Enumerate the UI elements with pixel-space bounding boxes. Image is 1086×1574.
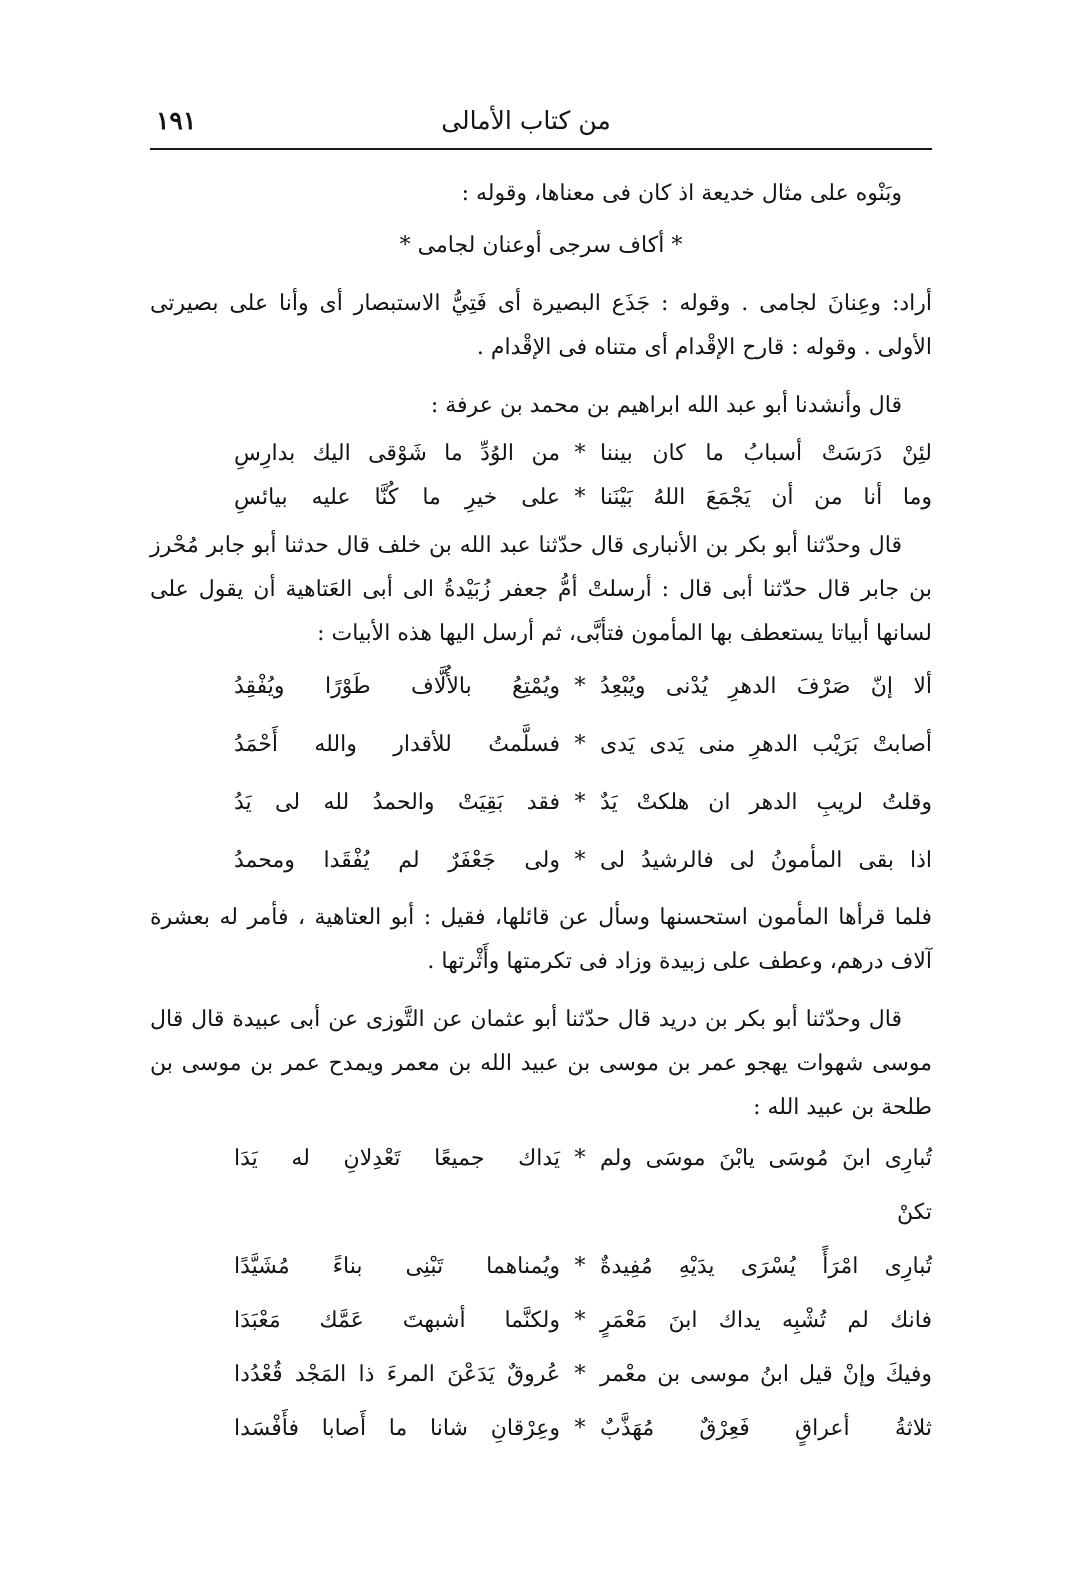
centered-verse: * أكاف سرجى أوعنان لجامى *	[399, 233, 683, 258]
verse-separator: *	[574, 441, 586, 466]
poem-musa-shahawat	[206, 1132, 932, 1456]
verse-separator: *	[574, 848, 586, 873]
verse-line	[222, 832, 932, 890]
verse-first-hemistich: وما أنا من أن يَجْمَعَ اللهُ بَيْنَنا	[600, 485, 932, 510]
page-header	[150, 100, 932, 150]
verse-second-hemistich: فقد بَقِيَتْ والحمدُ لله لى يَدُ	[234, 790, 560, 815]
verse-separator: *	[574, 790, 586, 815]
verse-second-hemistich: من الوُدِّ ما شَوْقى اليك بدارِسِ	[234, 441, 560, 466]
paragraph-3: قال وأنشدنا أبو عبد الله ابراهيم بن محمد بن عرفة :	[430, 393, 902, 418]
verse-separator: *	[574, 1308, 586, 1333]
verse-first-hemistich: وفيكَ وإنْ قيل ابنُ موسى بن معْمر	[600, 1362, 932, 1387]
running-title: من كتاب الأمالى	[441, 106, 611, 135]
poem-ibn-arafa	[212, 432, 932, 520]
verse-separator: *	[574, 1362, 586, 1387]
verse-line	[222, 774, 932, 832]
verse-first-hemistich: تُبارِى امْرَأً يُسْرَى يدَيْهِ مُفِيدةٌ	[600, 1254, 932, 1279]
verse-line	[206, 1132, 932, 1240]
verse-first-hemistich: أصابتْ بَرَيْب الدهرِ منى يَدى يَدى	[600, 732, 932, 757]
verse-separator: *	[574, 732, 586, 757]
paragraph-5: فلما قرأها المأمون استحسنها وسأل عن قائلها، فقيل : أبو العتاهية ، فأمر له بعشرة آلاف درهم، وعطف على زبيدة وزاد فى تكرمتها وأَثْرتها .	[150, 905, 932, 974]
verse-line	[206, 1402, 932, 1456]
verse-line	[222, 716, 932, 774]
verse-line	[206, 1348, 932, 1402]
paragraph-2: أراد: وعِنانَ لجامى . وقوله : جَذَع البصيرة أى فَتِيُّ الاستبصار أى وأنا على بصيرتى الأولى . وقوله : قارح الإقْدام أى متناه فى الإقْدام .	[150, 291, 932, 360]
verse-separator: *	[574, 485, 586, 510]
verse-second-hemistich: يَداك جميعًا تَعْدِلانِ له يَدَا	[234, 1146, 560, 1171]
verse-separator: *	[574, 1146, 586, 1171]
paragraph-4: قال وحدّثنا أبو بكر بن الأنبارى قال حدّثنا عبد الله بن خلف قال حدثنا أبو جابر مُحْرز بن جابر قال حدّثنا أبى قال : أرسلتْ أمُّ جعفر زُبَيْدةُ الى أبى العَتاهية أن يقول على لسانها أبياتا يستعطف بها المأمون فتأبَّى، ثم أرسل اليها هذه الأبيات :	[150, 533, 932, 646]
verse-second-hemistich: ولى جَعْفَرٌ لم يُفْقَدا ومحمدُ	[234, 848, 560, 873]
verse-line	[222, 658, 932, 716]
verse-first-hemistich: ألا إنّ صَرْفَ الدهرِ يُدْنى ويُبْعِدُ	[600, 674, 932, 699]
verse-line	[212, 476, 932, 520]
verse-first-hemistich: وقلتُ لريبِ الدهر ان هلكتْ يَدٌ	[600, 790, 932, 815]
page-number: ١٩١	[156, 106, 197, 135]
page-body	[150, 172, 932, 1456]
verse-first-hemistich: تُبارِى ابنَ مُوسَى يابْنَ موسَى ولم تكنْ	[600, 1146, 932, 1225]
verse-separator: *	[574, 1416, 586, 1441]
paragraph-6: قال وحدّثنا أبو بكر بن دريد قال حدّثنا أبو عثمان عن التَّوزى عن أبى عبيدة قال قال موسى شهوات يهجو عمر بن موسى بن عبيد الله بن معمر ويمدح عمر بن موسى بن طلحة بن عبيد الله :	[150, 1007, 932, 1120]
verse-second-hemistich: على خيرِ ما كُنَّا عليه بيائسِ	[234, 485, 560, 510]
verse-second-hemistich: فسلَّمتُ للأقدار والله أَحْمَدُ	[234, 732, 560, 757]
paragraph-1: وبَنْوه على مثال خديعة اذ كان فى معناها، وقوله :	[461, 181, 902, 206]
verse-second-hemistich: ويُمناهما تَبْنِى بناءً مُشَيَّدًا	[234, 1254, 560, 1279]
verse-line	[212, 432, 932, 476]
verse-first-hemistich: ثلاثةُ أعراقٍ فَعِرْقٌ مُهَذَّبٌ	[600, 1416, 932, 1441]
verse-line	[206, 1240, 932, 1294]
verse-second-hemistich: ولكنَّما أشبهتَ عَمَّك مَعْبَدَا	[234, 1308, 560, 1333]
verse-separator: *	[574, 674, 586, 699]
verse-first-hemistich: اذا بقى المأمونُ لى فالرشيدُ لى	[600, 848, 932, 873]
poem-abu-al-atahiya	[222, 658, 932, 890]
verse-second-hemistich: ويُمْتِعُ بالأُلَّاف طَوْرًا ويُفْقِدُ	[234, 674, 560, 699]
verse-first-hemistich: فانك لم تُشْبِه يداك ابنَ مَعْمَرٍ	[600, 1308, 932, 1333]
verse-first-hemistich: لئِنْ دَرَسَتْ أسبابُ ما كان بيننا	[600, 441, 932, 466]
verse-second-hemistich: وعِرْقانِ شانا ما أَصابا فأَفْسَدا	[234, 1416, 560, 1441]
verse-second-hemistich: عُروقٌ يَدَعْنَ المرءَ ذا المَجْد قُعْدُدا	[234, 1362, 560, 1387]
verse-line	[206, 1294, 932, 1348]
verse-separator: *	[574, 1254, 586, 1279]
